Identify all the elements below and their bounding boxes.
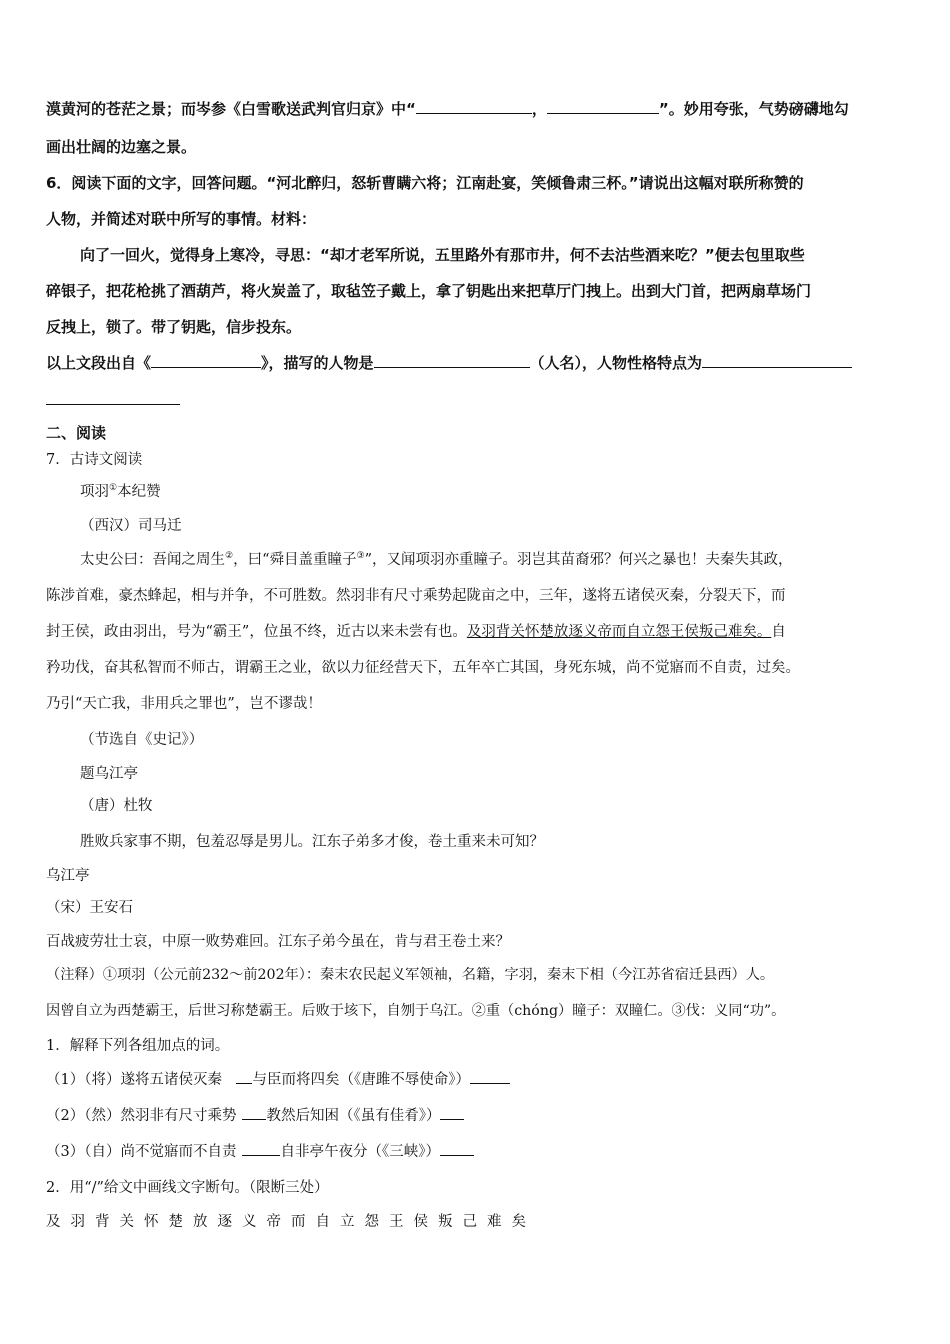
sub-item-text: 自非亭午夜分（《三峡》）: [280, 1144, 440, 1160]
q6-answer-text-b: 》，描写的人物是: [261, 354, 374, 372]
poem2-author: （唐）杜牧: [80, 798, 153, 814]
poem1-author: （西汉）司马迁: [80, 518, 182, 534]
answer-blank[interactable]: [440, 1105, 464, 1120]
passage-text: ”，又闻项羽亦重瞳子。羽岂其苗裔邪？何兴之暴也！夫秦失其政，: [364, 552, 793, 568]
poem2-title: 题乌江亭: [80, 766, 138, 782]
passage-line-1: [80, 548, 793, 569]
sub-item-text: 教然后知困（《虽有佳肴》）: [266, 1108, 441, 1124]
q6-passage-3: 反拽上，锁了。带了钥匙，信步投东。: [46, 318, 302, 336]
footnote-marker-3: ③: [356, 551, 365, 562]
q5-blank-1[interactable]: [416, 99, 532, 114]
subquestion-2: 2．用“/”给文中画线文字断句。（限断三处）: [46, 1180, 329, 1196]
passage-text: 太史公曰：吾闻之周生: [80, 552, 225, 568]
annotation-line-2: 因曾自立为西楚霸王，后世习称楚霸王。后败于垓下，自刎于乌江。②重（chóng）瞳子：双瞳仁。③伐：义同“功”。: [46, 1003, 786, 1019]
answer-blank[interactable]: [236, 1069, 252, 1084]
q6-source-blank[interactable]: [151, 353, 261, 368]
subquestion-1-1: [46, 1068, 510, 1089]
underlined-sentence: 及羽背关怀楚放逐义帝而自立怨王侯叛己难矣。: [466, 624, 772, 640]
q6-line-1: 6．阅读下面的文字，回答问题。“河北醉归，怒斩曹瞒六将；江南赴宴，笑倾鲁肃三杯。”请说出这幅对联所称赞的: [46, 174, 804, 192]
q6-answer-line: [46, 352, 852, 373]
answer-blank[interactable]: [242, 1141, 280, 1156]
q6-trait-blank-continued[interactable]: [46, 404, 180, 405]
q5-line-1: [46, 98, 849, 119]
q6-passage-1: 向了一回火，觉得身上寒冷，寻思：“却才老军所说，五里路外有那市井，何不去沽些酒来吃？”便去包里取些: [80, 246, 805, 264]
answer-blank[interactable]: [470, 1069, 510, 1084]
sentence-to-punctuate[interactable]: 及羽背关怀楚放逐义帝而自立怨王侯叛己难矣: [46, 1214, 536, 1230]
sub-item-text: 与臣而将四矣（《唐雎不辱使命》）: [252, 1072, 470, 1088]
q6-line-2: 人物，并简述对联中所写的事情。材料：: [46, 210, 317, 228]
q5-text-b: ，: [531, 100, 547, 118]
sub-item-text: （1）（将）遂将五诸侯灭秦: [46, 1072, 237, 1088]
q6-character-blank[interactable]: [374, 353, 530, 368]
annotation-line-1: （注释）①项羽（公元前232～前202年）：秦末农民起义军领袖，名籍，字羽，秦末下相（今江苏省宿迁县西）人。: [46, 967, 775, 983]
subquestion-1: 1．解释下列各组加点的词。: [46, 1038, 230, 1054]
passage-line-4: 矜功伐，奋其私智而不师古，谓霸王之业，欲以力征经营天下，五年卒亡其国，身死东城，尚不觉寤而不自责，过矣。: [46, 660, 800, 676]
answer-blank[interactable]: [242, 1105, 266, 1120]
q6-trait-blank[interactable]: [702, 353, 852, 368]
passage-line-3: [46, 620, 786, 641]
passage-text: 封王侯，政由羽出，号为“霸王”，位虽不终，近古以来未尝有也。: [46, 624, 467, 640]
q5-line-2: 画出壮阔的边塞之景。: [46, 138, 197, 156]
poem2-text: 胜败兵家事不期，包羞忍辱是男儿。江东子弟多才俊，卷土重来未可知？: [80, 834, 544, 850]
poem3-author: （宋）王安石: [46, 900, 133, 916]
sub-item-text: （2）（然）然羽非有尺寸乘势: [46, 1108, 237, 1124]
poem1-title-text-2: 本纪赞: [117, 484, 161, 500]
poem3-text: 百战疲劳壮士哀，中原一败势难回。江东子弟今虽在，肯与君王卷土来？: [46, 934, 510, 950]
subquestion-1-3: [46, 1140, 474, 1161]
answer-blank[interactable]: [440, 1141, 474, 1156]
q6-answer-text-a: 以上文段出自《: [46, 354, 152, 372]
sub-item-text: （3）（自）尚不觉寤而不自责: [46, 1144, 237, 1160]
poem1-title-text: 项羽: [80, 484, 109, 500]
q5-text-a: 漠黄河的苍茫之景；而岑参《白雪歌送武判官归京》中“: [46, 100, 416, 118]
passage-text: 自: [771, 624, 786, 640]
q5-blank-2[interactable]: [547, 99, 659, 114]
q7-title: 7．古诗文阅读: [46, 452, 143, 468]
q5-text-c: ”。妙用夸张，气势磅礴地勾: [658, 100, 849, 118]
poem3-title: 乌江亭: [46, 868, 90, 884]
poem1-title: [80, 480, 161, 501]
subquestion-1-2: [46, 1104, 464, 1125]
footnote-marker-1: ①: [109, 483, 118, 494]
passage-text: ，曰“舜目盖重瞳子: [233, 552, 357, 568]
passage-source: （节选自《史记》）: [80, 732, 204, 748]
footnote-marker-2: ②: [225, 551, 234, 562]
passage-line-5: 乃引“天亡我，非用兵之罪也”，岂不谬哉！: [46, 696, 322, 712]
q6-passage-2: 碎银子，把花枪挑了酒葫芦，将火炭盖了，取毡笠子戴上，拿了钥匙出来把草厅门拽上。出到大门首，把两扇草场门: [46, 282, 812, 300]
q6-answer-text-c: （人名），人物性格特点为: [529, 354, 703, 372]
passage-line-2: 陈涉首难，豪杰蜂起，相与并争，不可胜数。然羽非有尺寸乘势起陇亩之中，三年，遂将五诸侯灭秦，分裂天下，而: [46, 588, 786, 604]
section-title: 二、阅读: [46, 424, 107, 442]
